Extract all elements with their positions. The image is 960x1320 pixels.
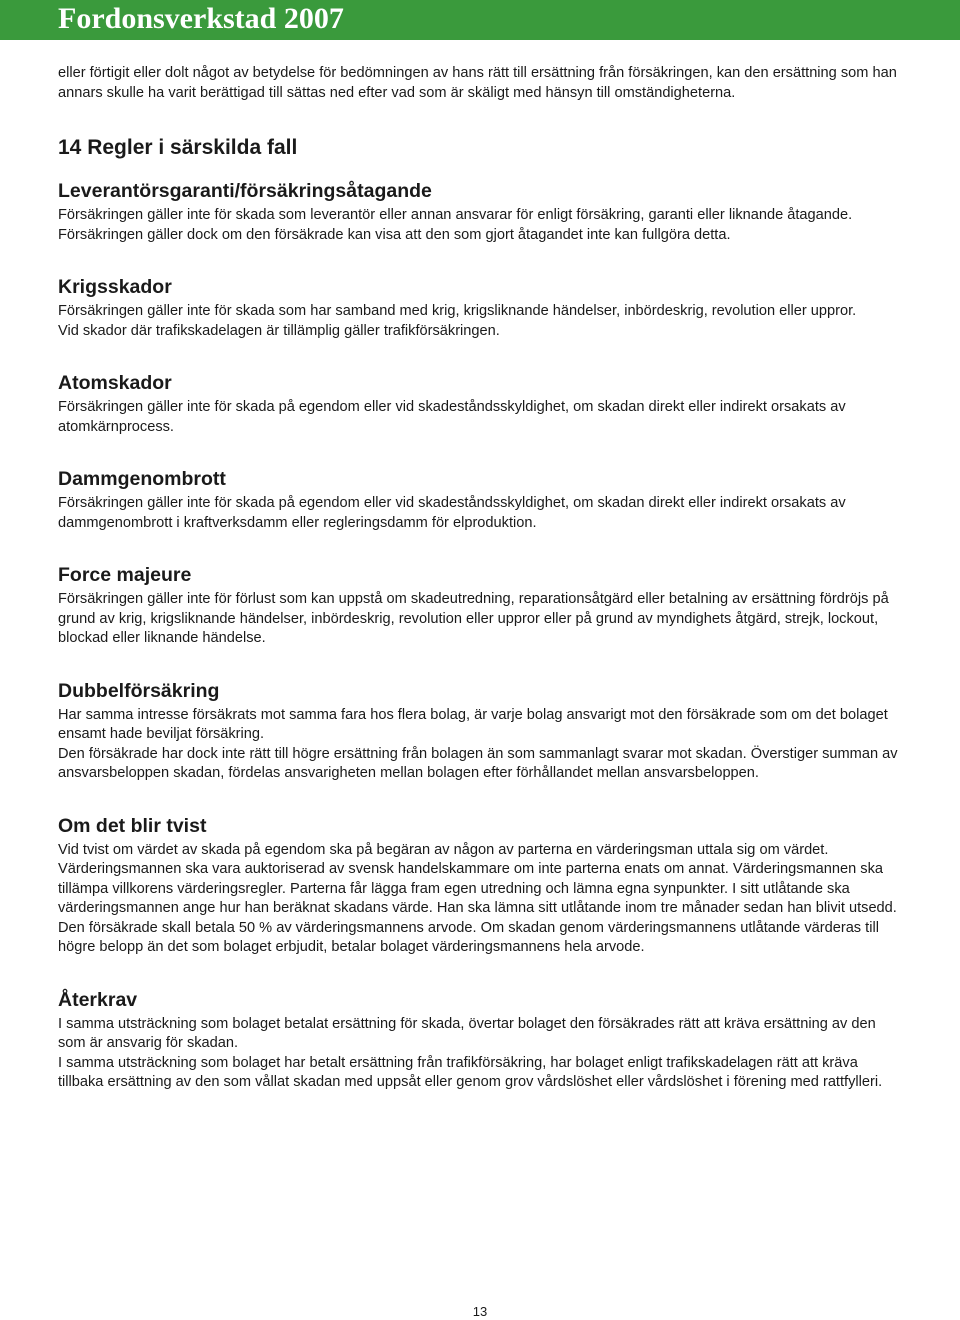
- section-heading: Återkrav: [58, 988, 138, 1011]
- page-number: 13: [472, 1304, 488, 1319]
- section-paragraph: Försäkringen gäller inte för skada som leverantör eller annan ansvarar för enligt försäkring, garanti eller liknande åtagande. Försäkringen gäller dock om den försäkrade kan visa att den som gjort åtagandet inte kan fullgöra detta.: [58, 207, 853, 243]
- section-paragraph: Försäkringen gäller inte för skada på egendom eller vid skadeståndsskyldighet, om skadan direkt eller indirekt orsakats av atomkärnprocess.: [58, 399, 846, 435]
- section-om-det-blir-tvist: [58, 814, 900, 958]
- section-heading: Leverantörsgaranti/försäkringsåtagande: [58, 180, 432, 202]
- section-paragraph: Försäkringen gäller inte för skada som har samband med krig, krigsliknande händelser, inbördeskrig, revolution eller uppror.: [58, 303, 857, 319]
- section-heading: Om det blir tvist: [58, 814, 207, 837]
- section-paragraph: Försäkringen gäller inte för förlust som kan uppstå om skadeutredning, reparationsåtgärd eller betalning av ersättning fördröjs på grund av krig, krigsliknande händelser, inbördeskrig, revolution eller uppror eller på grund av myndighets åtgärd, strejk, lockout, blockad eller liknande händelse.: [58, 591, 889, 646]
- section-heading: Dammgenombrott: [58, 468, 226, 490]
- section-atomskador: [58, 371, 900, 437]
- section-dammgenombrott: [58, 467, 900, 533]
- section-paragraph: Den försäkrade har dock inte rätt till högre ersättning från bolagen än som sammanlagt svarar mot skadan. Överstiger summan av ansvarsbeloppen skadan, fördelas ansvarigheten mellan bolagen efter förhållandet mellan ansvarsbeloppen.: [58, 745, 898, 781]
- section-dubbelforsakring: [58, 679, 900, 784]
- section-paragraph: Försäkringen gäller inte för skada på egendom eller vid skadeståndsskyldighet, om skadan direkt eller indirekt orsakats av dammgenombrott i kraftverksdamm eller regleringsdamm för elproduktion.: [58, 495, 846, 531]
- section-force-majeure: [58, 563, 900, 649]
- document-title: Fordonsverkstad 2007: [58, 2, 344, 35]
- section-heading: Krigsskador: [58, 276, 172, 298]
- intro-paragraph: eller förtigit eller dolt något av betydelse för bedömningen av hans rätt till ersättning från försäkringen, kan den ersättning som han annars skulle ha varit berättigad till sättas ned efter vad som är skäligt med hänsyn till omständigheterna.: [58, 65, 897, 101]
- section-heading: Dubbelförsäkring: [58, 679, 220, 702]
- section-heading: Force majeure: [58, 564, 192, 586]
- section-aterkrav: [58, 988, 900, 1093]
- section-heading: Atomskador: [58, 372, 172, 394]
- section-paragraph: Vid tvist om värdet av skada på egendom ska på begäran av någon av parterna en värderingsman uttala sig om värdet. Värderingsmannen ska vara auktoriserad av svensk handelskammare om inte parterna enats om annat. Värderingsmannen ska tillämpa villkorens värderingsregler. Parterna får lägga fram egen utredning och lämna egna synpunkter. I sitt utlåtande ska värderingsmannen ange hur han beräknat skadans värde. Han ska lämna sitt utlåtande inom tre månader sedan han blivit utsedd.: [58, 841, 897, 916]
- section-leverantorsgaranti: [58, 179, 900, 245]
- section-paragraph: Vid skador där trafikskadelagen är tillämplig gäller trafikförsäkringen.: [58, 322, 500, 339]
- page-content: [58, 64, 900, 1123]
- section-krigsskador: [58, 275, 900, 341]
- chapter-heading: 14 Regler i särskilda fall: [58, 136, 298, 159]
- section-paragraph: I samma utsträckning som bolaget betalat ersättning för skada, övertar bolaget den försäkrades rätt att kräva ersättning av den som är ansvarig för skadan.: [58, 1015, 876, 1051]
- section-paragraph: Har samma intresse försäkrats mot samma fara hos flera bolag, är varje bolag ansvarigt mot den försäkrade som om det bolaget ensamt hade beviljat försäkring.: [58, 706, 888, 742]
- section-paragraph: I samma utsträckning som bolaget har betalt ersättning från trafikförsäkring, har bolaget enligt trafikskadelagen rätt att kräva tillbaka ersättning av den som vållat skadan med uppsåt eller genom grov vårdslöshet eller vårdslöshet i förening med rattfylleri.: [58, 1054, 883, 1090]
- section-paragraph: Den försäkrade skall betala 50 % av värderingsmannens arvode. Om skadan genom värderingsmannens utlåtande värderas till högre belopp än det som bolaget erbjudit, betalar bolaget värderingsmannens hela arvode.: [58, 919, 879, 955]
